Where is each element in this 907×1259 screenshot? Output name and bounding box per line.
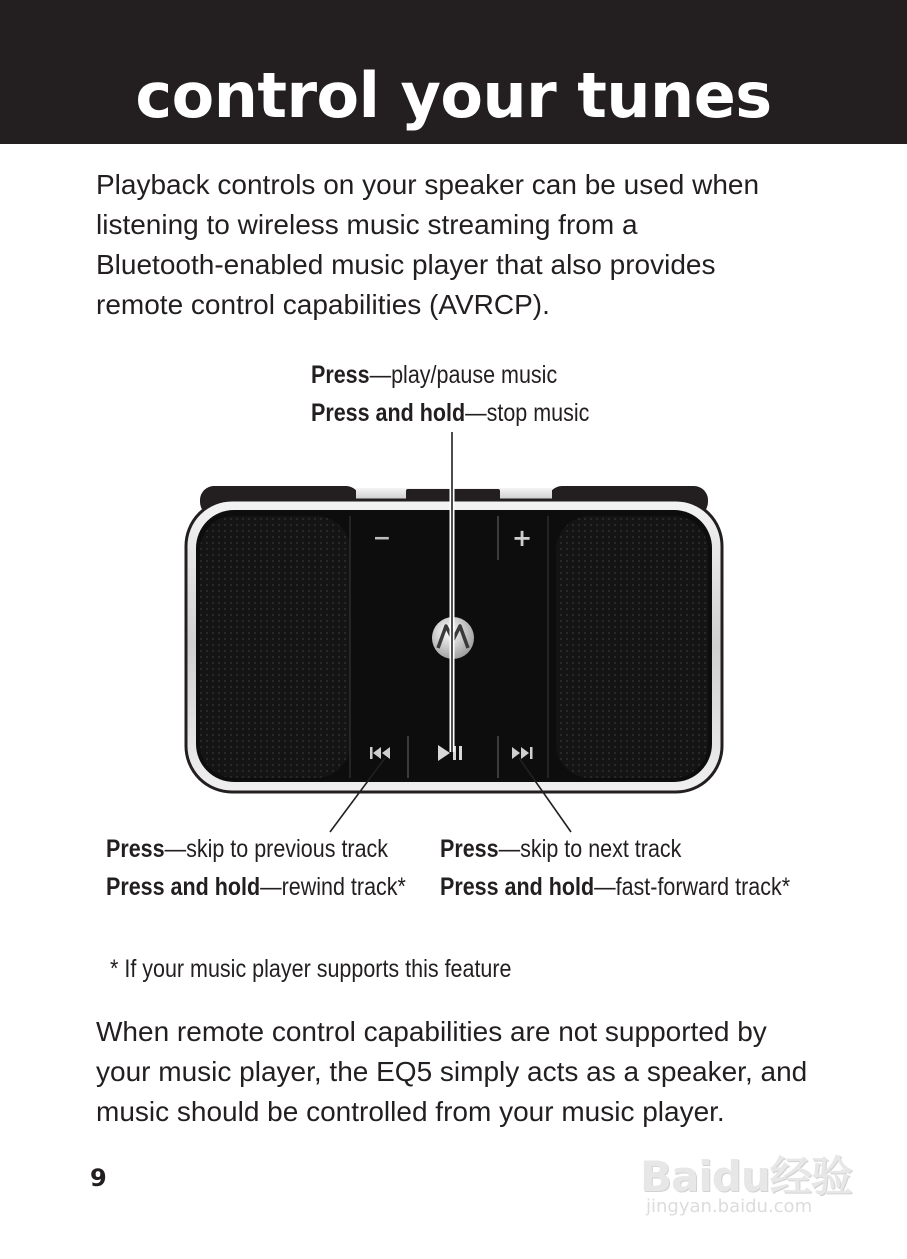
watermark-brand: Baidu经验 — [640, 1152, 852, 1201]
intro-line: Bluetooth-enabled music player that also provides — [96, 249, 716, 280]
page-number: 9 — [90, 1164, 107, 1192]
volume-down-icon: − — [372, 526, 392, 551]
volume-up-icon: + — [511, 524, 533, 552]
callout-press-row: Press—skip to previous track — [106, 835, 389, 863]
closing-line: When remote control capabilities are not supported by — [96, 1016, 767, 1047]
callout-hold-row: Press and hold—stop music — [311, 399, 590, 427]
closing-line: your music player, the EQ5 simply acts as a speaker, and — [96, 1056, 808, 1087]
intro-line: Playback controls on your speaker can be used when — [96, 169, 760, 200]
watermark-url: jingyan.baidu.com — [646, 1196, 813, 1217]
closing-paragraph — [96, 1012, 856, 1132]
intro-line: listening to wireless music streaming from a — [96, 209, 638, 240]
callout-press-row: Press—skip to next track — [440, 835, 682, 863]
speaker-grille-left — [200, 516, 350, 778]
callout-hold-row: Press and hold—fast-forward track* — [440, 873, 791, 901]
closing-line: music should be controlled from your music player. — [96, 1096, 725, 1127]
callout-previous-track — [106, 830, 455, 906]
callout-next-track — [440, 830, 847, 906]
page-title: control your tunes — [135, 59, 772, 132]
intro-line: remote control capabilities (AVRCP). — [96, 289, 550, 320]
footnote: * If your music player supports this feature — [110, 955, 512, 983]
callout-hold-row: Press and hold—rewind track* — [106, 873, 406, 901]
callout-press-row: Press—play/pause music — [311, 361, 558, 389]
speaker-grille-right — [556, 516, 708, 778]
watermark — [640, 1140, 860, 1230]
